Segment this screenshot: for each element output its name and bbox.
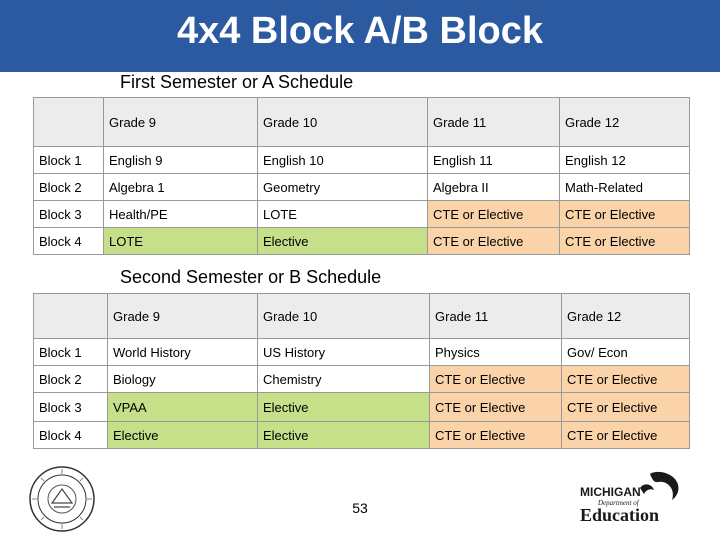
course-cell: Elective <box>258 228 428 255</box>
grade-header: Grade 11 <box>428 98 560 147</box>
logo-michigan-text: MICHIGAN <box>580 485 641 499</box>
block-label: Block 2 <box>34 174 104 201</box>
course-cell: Physics <box>430 339 562 366</box>
course-cell: CTE or Elective <box>562 366 690 393</box>
course-cell: Biology <box>108 366 258 393</box>
course-cell: US History <box>258 339 430 366</box>
course-cell: CTE or Elective <box>430 422 562 449</box>
block-label: Block 4 <box>34 228 104 255</box>
course-cell: CTE or Elective <box>428 201 560 228</box>
course-cell: Gov/ Econ <box>562 339 690 366</box>
block-label: Block 1 <box>34 339 108 366</box>
table-row <box>34 393 690 422</box>
grade-header: Grade 10 <box>258 98 428 147</box>
grade-header: Grade 9 <box>104 98 258 147</box>
course-cell: CTE or Elective <box>428 228 560 255</box>
corner-cell <box>34 98 104 147</box>
table-header-row <box>34 98 690 147</box>
course-cell: CTE or Elective <box>430 366 562 393</box>
table-row <box>34 147 690 174</box>
block-label: Block 3 <box>34 201 104 228</box>
course-cell: CTE or Elective <box>560 201 690 228</box>
course-cell: English 12 <box>560 147 690 174</box>
course-cell: English 10 <box>258 147 428 174</box>
table-row <box>34 201 690 228</box>
course-cell: English 11 <box>428 147 560 174</box>
block-label: Block 3 <box>34 393 108 422</box>
table-row <box>34 174 690 201</box>
course-cell: Health/PE <box>104 201 258 228</box>
table-row <box>34 228 690 255</box>
grade-header: Grade 12 <box>562 294 690 339</box>
page-title: 4x4 Block A/B Block <box>176 10 544 52</box>
state-board-seal-icon <box>28 465 96 533</box>
second-semester-table <box>33 293 690 449</box>
grade-header: Grade 10 <box>258 294 430 339</box>
course-cell: English 9 <box>104 147 258 174</box>
course-cell: CTE or Elective <box>560 228 690 255</box>
page-number: 53 <box>352 500 368 516</box>
table-header-row <box>34 294 690 339</box>
course-cell: LOTE <box>258 201 428 228</box>
block-label: Block 4 <box>34 422 108 449</box>
course-cell: Chemistry <box>258 366 430 393</box>
table-row <box>34 339 690 366</box>
logo-department-text: Department of <box>598 499 639 507</box>
title-bar <box>0 0 720 72</box>
course-cell: Elective <box>108 422 258 449</box>
course-cell: Elective <box>258 393 430 422</box>
first-semester-table <box>33 97 690 255</box>
course-cell: Elective <box>258 422 430 449</box>
course-cell: LOTE <box>104 228 258 255</box>
course-cell: Algebra II <box>428 174 560 201</box>
grade-header: Grade 9 <box>108 294 258 339</box>
course-cell: CTE or Elective <box>430 393 562 422</box>
corner-cell <box>34 294 108 339</box>
course-cell: Algebra 1 <box>104 174 258 201</box>
table-row <box>34 422 690 449</box>
course-cell: CTE or Elective <box>562 393 690 422</box>
table-row <box>34 366 690 393</box>
grade-header: Grade 11 <box>430 294 562 339</box>
grade-header: Grade 12 <box>560 98 690 147</box>
block-label: Block 2 <box>34 366 108 393</box>
block-label: Block 1 <box>34 147 104 174</box>
logo-education-text: Education <box>580 505 660 524</box>
second-semester-title: Second Semester or B Schedule <box>120 267 382 287</box>
michigan-education-logo <box>578 470 688 524</box>
course-cell: Math-Related <box>560 174 690 201</box>
course-cell: World History <box>108 339 258 366</box>
course-cell: Geometry <box>258 174 428 201</box>
first-semester-title: First Semester or A Schedule <box>120 72 354 92</box>
course-cell: VPAA <box>108 393 258 422</box>
course-cell: CTE or Elective <box>562 422 690 449</box>
